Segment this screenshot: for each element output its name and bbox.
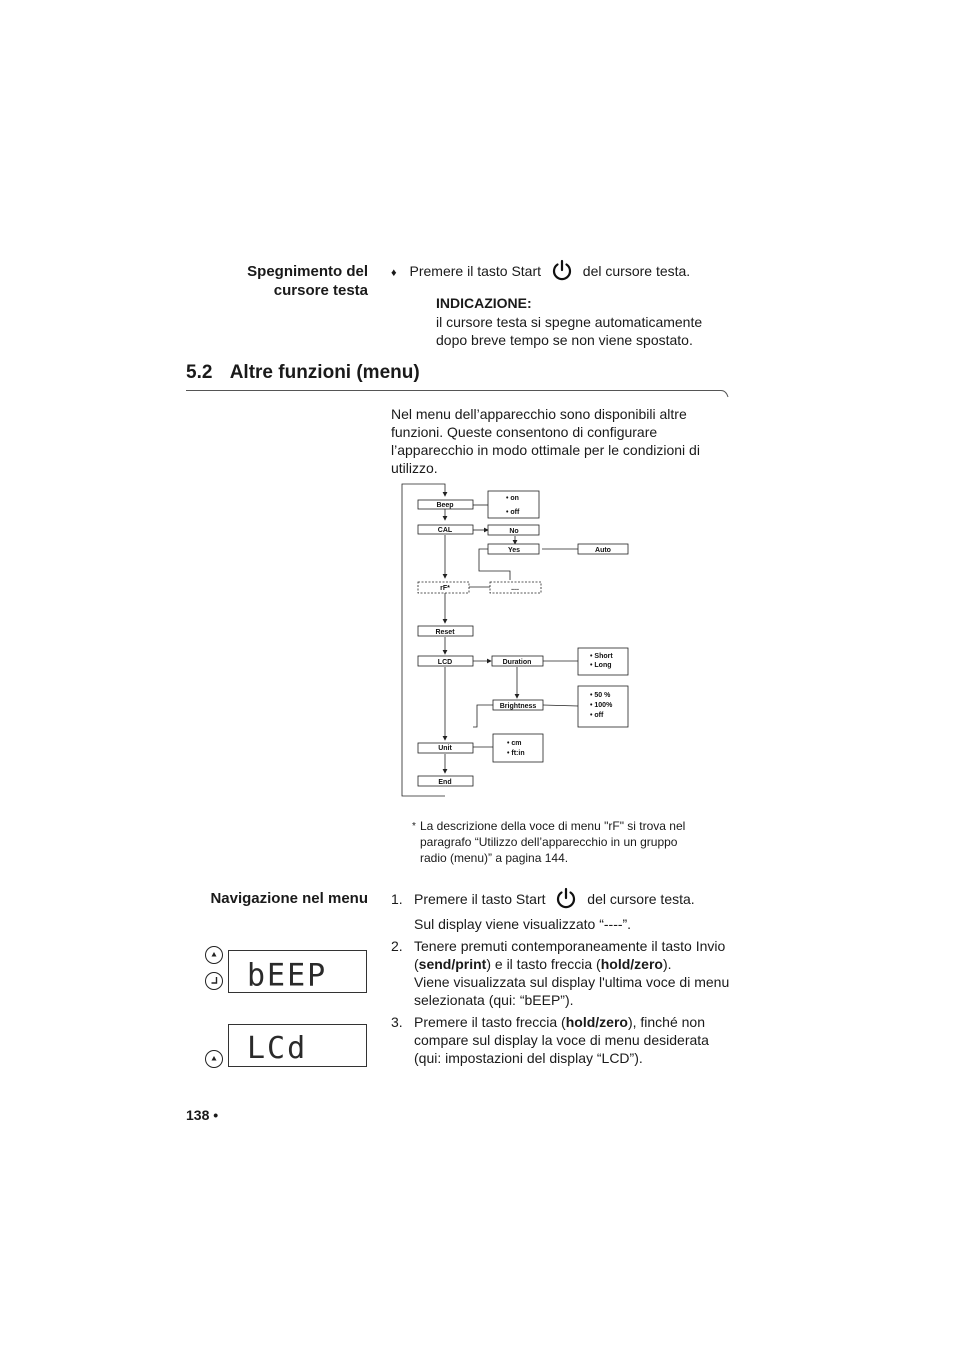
box-unit-options bbox=[493, 734, 543, 762]
arrow-button-icon bbox=[205, 1050, 223, 1068]
label-rf: rF* bbox=[440, 585, 450, 592]
label-end: End bbox=[438, 779, 452, 786]
section-title bbox=[186, 362, 420, 384]
footnote: * La descrizione della voce di menu "rF" si trova nel paragrafo “Utilizzo dell’apparecchio in un gruppo radio (menu)” a pagina 144. bbox=[412, 819, 686, 865]
navigation-steps bbox=[391, 890, 736, 1067]
label-long: • Long bbox=[590, 662, 612, 669]
lcd-display-lcd bbox=[228, 1024, 367, 1067]
label-cal: CAL bbox=[437, 527, 453, 534]
label-reset: Reset bbox=[435, 629, 455, 636]
label-off: • off bbox=[506, 509, 520, 516]
section-name: Altre funzioni (menu) bbox=[229, 362, 420, 383]
step-2: 2. Tenere premuti contemporaneamente il tasto Invio (send/print) e il tasto freccia (hold/zero). Viene visualizzata sul display l'ultima voce di menu selezionata (qui: “bEEP”). bbox=[391, 938, 730, 1009]
step-3: 3. Premere il tasto freccia (hold/zero), finché non compare sul display la voce di menu desiderata (qui: impostazioni del display “LCD”). bbox=[391, 1014, 709, 1067]
label-yes: Yes bbox=[507, 547, 521, 554]
lcd-segments-lcd bbox=[229, 1025, 366, 1066]
svg-text:bEEP: bEEP bbox=[247, 956, 328, 992]
label-auto: Auto bbox=[595, 547, 611, 554]
menu-diagram bbox=[395, 478, 640, 808]
label-rf-more: .... bbox=[511, 585, 519, 592]
label-beep: Beep bbox=[436, 502, 454, 509]
arrow-button-icon bbox=[205, 946, 223, 964]
label-b-off: • off bbox=[590, 712, 604, 719]
power-icon bbox=[555, 887, 577, 909]
step-1: 1. Premere il tasto Start del cursore testa. Sul display viene visualizzato “----”. bbox=[391, 890, 736, 933]
power-icon bbox=[551, 259, 573, 281]
enter-button-icon bbox=[205, 972, 223, 990]
label-no: No bbox=[509, 528, 519, 535]
label-50: • 50 % bbox=[590, 692, 611, 699]
page-number: 138 • bbox=[186, 1107, 219, 1123]
label-ftin: • ft:in bbox=[507, 750, 525, 757]
lcd-display-beep bbox=[228, 950, 367, 993]
lcd-segments-beep bbox=[229, 951, 366, 992]
label-on: • on bbox=[506, 495, 519, 502]
label-100: • 100% bbox=[590, 702, 613, 709]
label-duration: Duration bbox=[502, 659, 532, 666]
section-rule bbox=[186, 389, 731, 403]
navigation-heading: Navigazione nel menu bbox=[210, 890, 368, 907]
label-unit: Unit bbox=[438, 745, 452, 752]
bullet-diamond: ♦ bbox=[391, 267, 397, 279]
switch-off-instruction: ♦ Premere il tasto Start del cursore testa. bbox=[391, 262, 731, 282]
switch-off-note: INDICAZIONE: il cursore testa si spegne automaticamente dopo breve tempo se non viene spostato. bbox=[436, 294, 736, 349]
section-number: 5.2 bbox=[186, 362, 213, 383]
label-brightness: Brightness bbox=[499, 703, 537, 710]
label-cm: • cm bbox=[507, 740, 522, 747]
switch-off-heading: Spegnimento del cursore testa bbox=[247, 263, 368, 299]
footnote-star: * bbox=[412, 821, 416, 832]
intro-paragraph: Nel menu dell’apparecchio sono disponibili altre funzioni. Queste consentono di configurare l’apparecchio in modo ottimale per le condizioni di utilizzo. bbox=[391, 406, 700, 476]
svg-text:LCd: LCd bbox=[247, 1031, 308, 1066]
label-short: • Short bbox=[590, 653, 613, 660]
label-lcd: LCD bbox=[437, 659, 453, 666]
note-title: INDICAZIONE: bbox=[436, 295, 532, 311]
